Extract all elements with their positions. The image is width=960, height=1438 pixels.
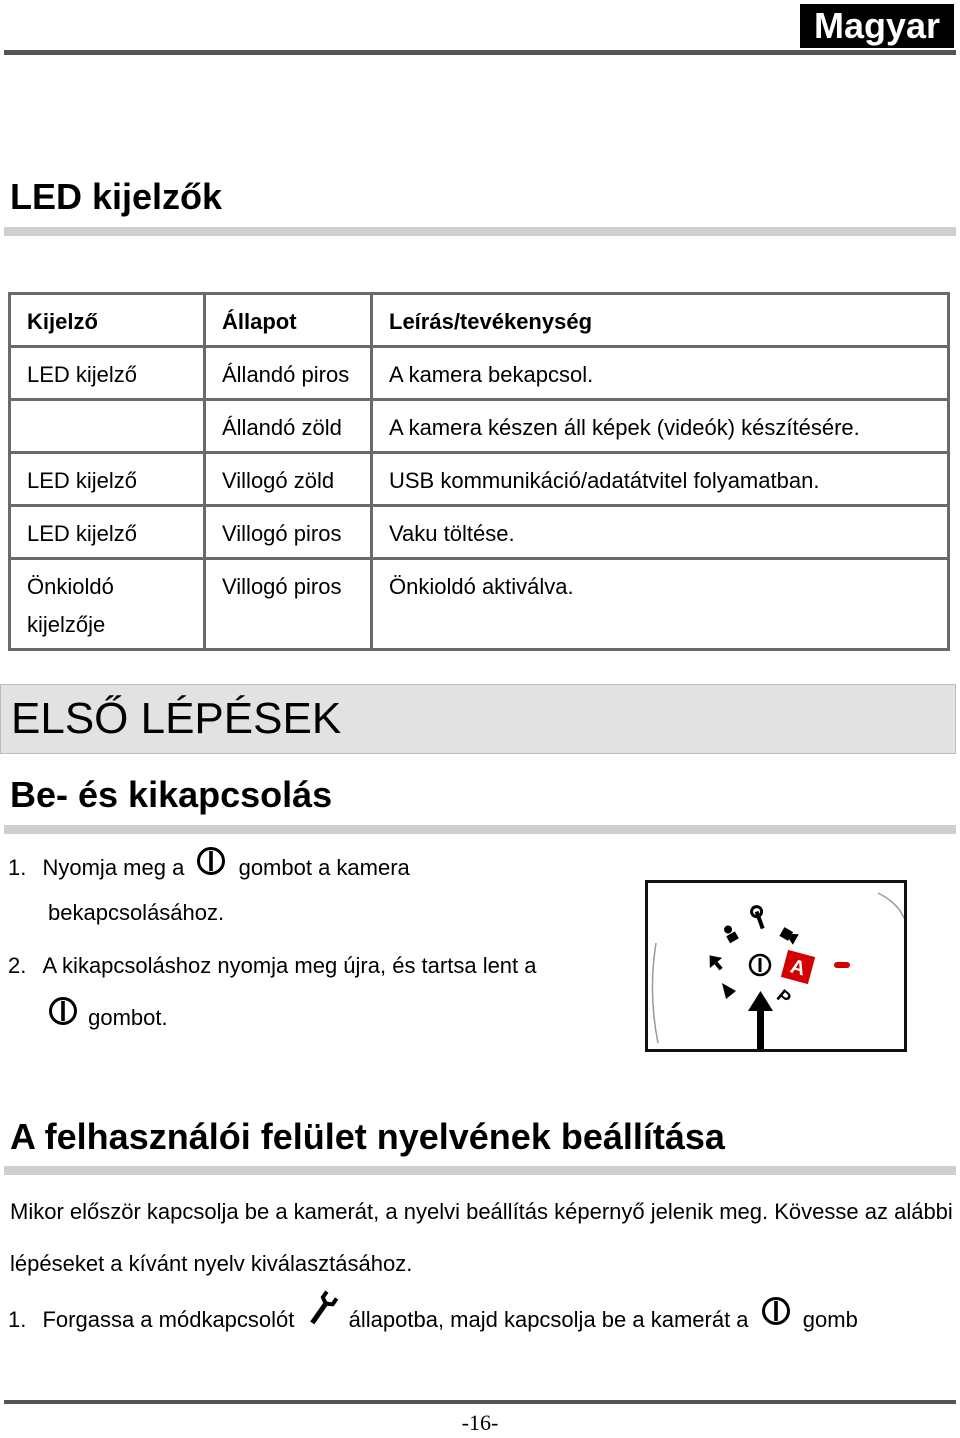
power-button-icon — [761, 1296, 791, 1334]
table-cell: Villogó zöld — [205, 453, 372, 506]
table-row — [10, 400, 949, 453]
power-button-icon — [48, 996, 78, 1034]
table-cell: A kamera bekapcsol. — [372, 347, 949, 400]
footer-rule — [4, 1400, 956, 1404]
first-steps-title: ELSŐ LÉPÉSEK — [11, 694, 342, 743]
first-steps-banner — [0, 684, 956, 754]
page-number: -16- — [461, 1410, 499, 1435]
program-mode-label: P — [772, 985, 796, 1009]
table-row — [10, 347, 949, 400]
step-text: állapotba, majd kapcsolja be a kamerát a — [348, 1306, 749, 1332]
language-step1 — [8, 1298, 858, 1344]
step-text: Nyomja meg a — [42, 854, 185, 880]
led-table — [8, 292, 950, 651]
table-cell — [10, 400, 205, 453]
power-section-title: Be- és kikapcsolás — [10, 774, 333, 815]
table-row — [10, 453, 949, 506]
table-cell: A kamera készen áll képek (videók) készítésére. — [372, 400, 949, 453]
mode-dial-figure — [645, 880, 907, 1052]
power-button-icon — [196, 846, 226, 884]
column-header: Leírás/tevékenység — [372, 294, 949, 347]
language-title-rule — [4, 1166, 956, 1175]
language-intro: Mikor először kapcsolja be a kamerát, a nyelvi beállítás képernyő jelenik meg. Kövesse az alábbi lépéseket a kívánt nyelv kiválasztásához. — [10, 1199, 953, 1276]
column-header: Kijelző — [10, 294, 205, 347]
auto-mode-label: A — [787, 955, 808, 981]
column-header: Állapot — [205, 294, 372, 347]
table-cell: Vaku töltése. — [372, 506, 949, 559]
table-cell: Önkioldó aktiválva. — [372, 559, 949, 650]
mode-dial-illustration — [648, 883, 904, 1049]
power-step2-line1 — [8, 951, 537, 981]
step-number: 1. — [8, 854, 27, 880]
table-cell: LED kijelző — [10, 453, 205, 506]
table-row — [10, 559, 949, 650]
led-section-title: LED kijelzők — [10, 176, 223, 217]
wrench-icon — [305, 1290, 339, 1336]
power-title-rule — [4, 825, 956, 834]
table-cell: Villogó piros — [205, 506, 372, 559]
power-step1-line1 — [8, 850, 410, 888]
table-cell: Állandó piros — [205, 347, 372, 400]
table-cell: USB kommunikáció/adatátvitel folyamatban. — [372, 453, 949, 506]
language-section-title: A felhasználói felület nyelvének beállítása — [10, 1116, 725, 1157]
led-title-rule — [4, 227, 956, 236]
step-text: gomb — [802, 1306, 858, 1332]
power-step1-line2: bekapcsolásához. — [48, 900, 225, 925]
table-cell: Állandó zöld — [205, 400, 372, 453]
power-step2-line2 — [48, 1000, 168, 1038]
table-row — [10, 506, 949, 559]
table-header-row — [10, 294, 949, 347]
step-number: 1. — [8, 1306, 27, 1332]
step-text: gombot a kamera — [238, 854, 410, 880]
table-cell: Villogó piros — [205, 559, 372, 650]
step-text: Forgassa a módkapcsolót — [42, 1306, 295, 1332]
header-rule — [4, 50, 956, 55]
step-number: 2. — [8, 953, 27, 978]
red-indicator-mark — [834, 962, 850, 968]
table-cell: LED kijelző — [10, 347, 205, 400]
table-cell: Önkioldó kijelzője — [10, 559, 205, 650]
step-text: A kikapcsoláshoz nyomja meg újra, és tartsa lent a — [42, 953, 537, 978]
step-text: gombot. — [88, 1004, 168, 1030]
language-badge: Magyar — [800, 4, 954, 48]
table-cell: LED kijelző — [10, 506, 205, 559]
